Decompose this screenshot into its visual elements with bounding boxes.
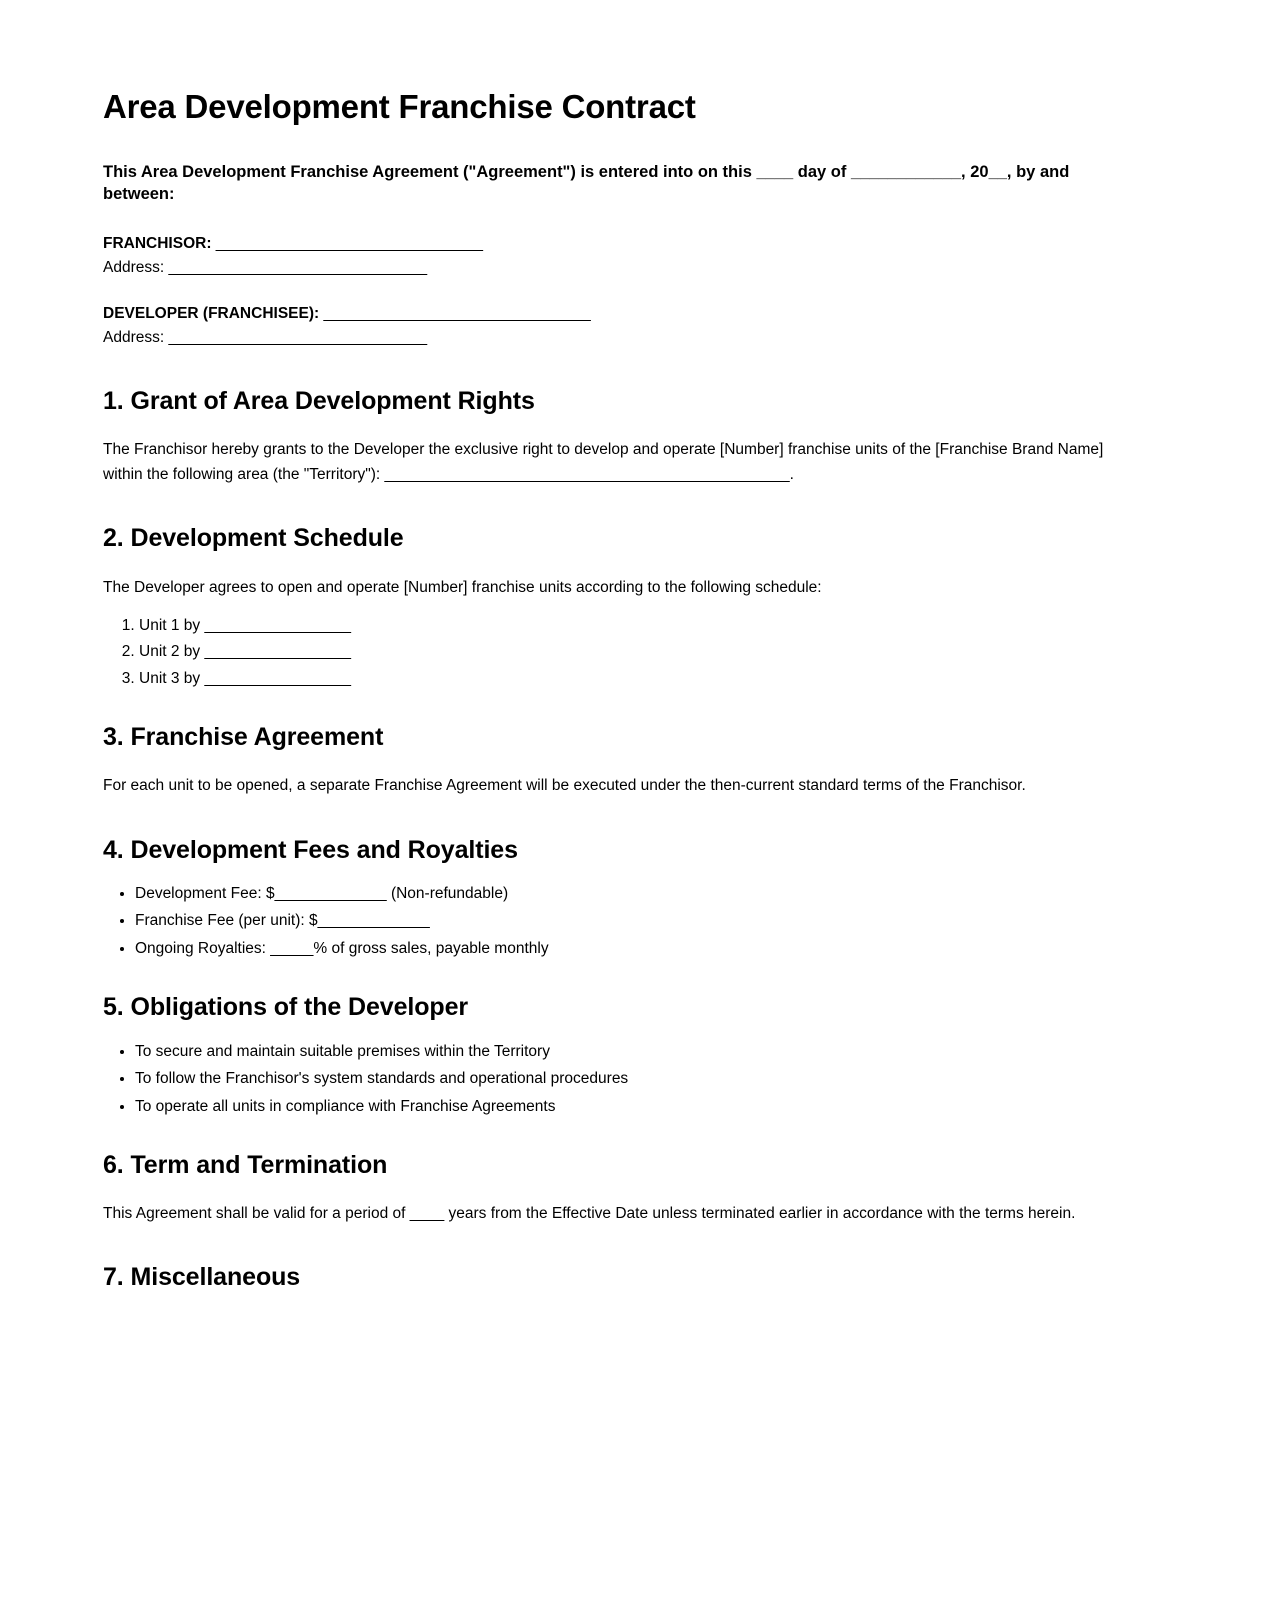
developer-party-block xyxy=(103,302,1131,350)
franchisor-fill-line: _______________________________ xyxy=(211,234,484,252)
section-miscellaneous xyxy=(103,1262,1131,1293)
list-item: • To operate all units in compliance with Franchise Agreements xyxy=(135,1099,1131,1115)
section-heading-2: 2. Development Schedule xyxy=(103,524,404,553)
franchisor-line xyxy=(103,232,1131,256)
list-item: • To secure and maintain suitable premises within the Territory xyxy=(135,1044,1131,1060)
franchisor-address-fill-line: ______________________________ xyxy=(164,258,428,276)
fees-bullet-list xyxy=(103,886,1131,957)
section-grant-of-area-development-rights xyxy=(103,386,1131,487)
developer-address-fill-line: ______________________________ xyxy=(164,328,428,346)
section-heading-5: 5. Obligations of the Developer xyxy=(103,993,469,1022)
franchisor-address-label: Address: xyxy=(103,258,165,276)
section-term-and-termination xyxy=(103,1150,1131,1226)
developer-label: DEVELOPER (FRANCHISEE): xyxy=(103,304,320,322)
list-item: • Franchise Fee (per unit): $_____________ xyxy=(135,913,1131,929)
developer-line xyxy=(103,302,1131,326)
section-2-paragraph: The Developer agrees to open and operate [Number] franchise units according to the following schedule: xyxy=(103,578,822,596)
section-1-paragraph: The Franchisor hereby grants to the Developer the exclusive right to develop and operate [Number] franchise units of the [Franchise Brand Name] within the following area (the "Territory"): _______________________________________________. xyxy=(103,441,1104,484)
franchisor-address-line xyxy=(103,256,1131,280)
list-item: 3. Unit 3 by _________________ xyxy=(139,671,1131,687)
page-bottom-spacer xyxy=(103,1314,1131,1564)
franchisor-party-block xyxy=(103,232,1131,280)
section-development-schedule xyxy=(103,523,1131,686)
section-heading-7: 7. Miscellaneous xyxy=(103,1263,301,1292)
section-heading-4: 4. Development Fees and Royalties xyxy=(103,835,518,864)
list-item: 2. Unit 2 by _________________ xyxy=(139,644,1131,660)
section-3-paragraph: For each unit to be opened, a separate Franchise Agreement will be executed under the then-current standard terms of the Franchisor. xyxy=(103,777,1026,795)
list-item: • To follow the Franchisor's system standards and operational procedures xyxy=(135,1071,1131,1087)
developer-address-line xyxy=(103,326,1131,350)
section-franchise-agreement xyxy=(103,722,1131,798)
agreement-intro-paragraph: This Area Development Franchise Agreement ("Agreement") is entered into on this ____ day of ____________, 20__, by and between: xyxy=(103,162,1070,204)
page-title: Area Development Franchise Contract xyxy=(103,88,696,125)
list-item: • Development Fee: $_____________ (Non-refundable) xyxy=(135,886,1131,902)
section-heading-1: 1. Grant of Area Development Rights xyxy=(103,386,535,415)
section-development-fees-and-royalties xyxy=(103,835,1131,957)
development-schedule-list xyxy=(103,618,1131,687)
section-obligations-of-the-developer xyxy=(103,992,1131,1114)
developer-address-label: Address: xyxy=(103,328,165,346)
developer-fill-line: _______________________________ xyxy=(319,304,591,322)
section-heading-6: 6. Term and Termination xyxy=(103,1151,388,1180)
list-item: 1. Unit 1 by _________________ xyxy=(139,618,1131,634)
obligations-bullet-list xyxy=(103,1044,1131,1115)
franchisor-label: FRANCHISOR: xyxy=(103,234,212,252)
section-6-paragraph: This Agreement shall be valid for a period of ____ years from the Effective Date unless terminated earlier in accordance with the terms herein. xyxy=(103,1205,1076,1223)
list-item: • Ongoing Royalties: _____% of gross sales, payable monthly xyxy=(135,941,1131,957)
section-heading-3: 3. Franchise Agreement xyxy=(103,723,384,752)
